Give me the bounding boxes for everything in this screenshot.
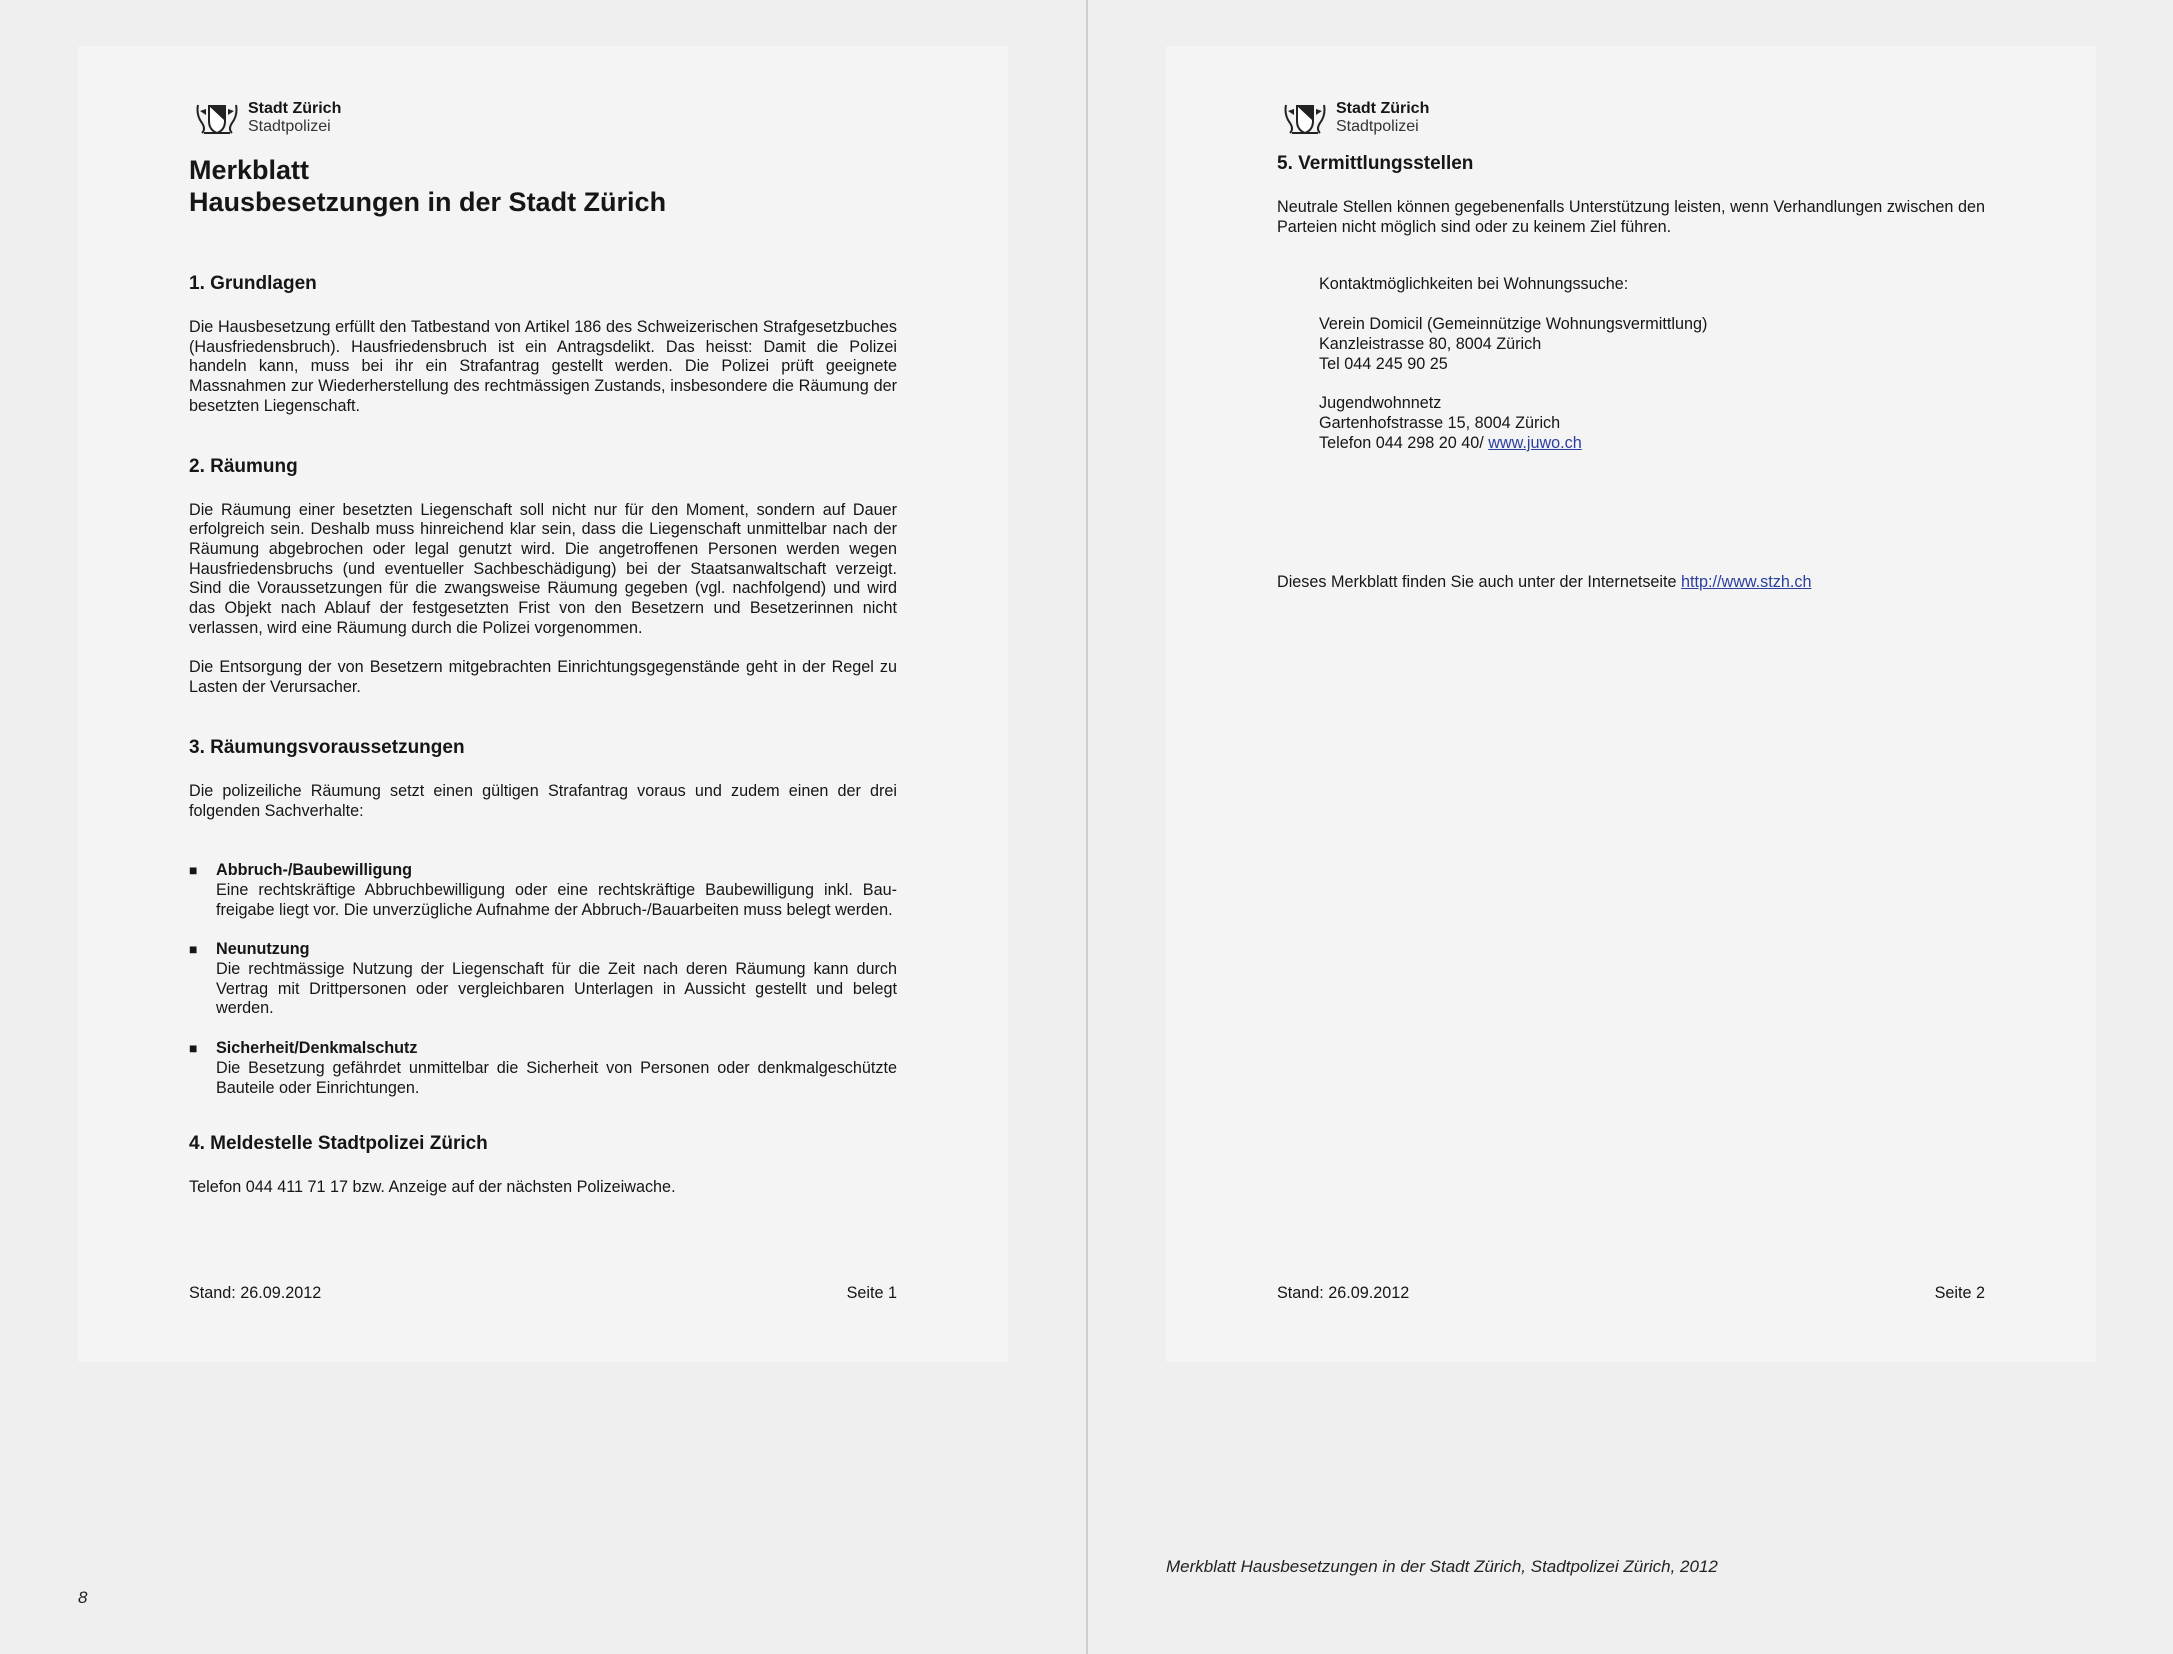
- section-heading-vermittlungsstellen: 5. Vermittlungsstellen: [1277, 153, 1474, 174]
- logo-city-name: Stadt Zürich: [1336, 100, 1430, 117]
- footer-date: Stand: 26.09.2012: [1277, 1284, 1410, 1302]
- contact-block: [1319, 275, 1985, 453]
- bullet-square-icon: ■: [189, 1040, 198, 1057]
- document-page-1: [78, 46, 1008, 1362]
- page-footer: [1277, 1284, 1985, 1303]
- section-heading-raeumung: 2. Räumung: [189, 455, 298, 477]
- list-item-text: Die Besetzung gefährdet unmittelbar die Sicherheit von Personen oder denkmalgeschützte Bauteile oder Einrichtungen.: [216, 1058, 897, 1097]
- logo-department: Stadtpolizei: [1336, 118, 1419, 135]
- book-page-number: 8: [78, 1588, 88, 1607]
- logo-department: Stadtpolizei: [248, 118, 331, 135]
- section-heading-meldestelle: 4. Meldestelle Stadtpolizei Zürich: [189, 1133, 488, 1155]
- spread-divider: [1086, 0, 1088, 1654]
- section-heading-voraussetzungen: 3. Räumungsvoraussetzungen: [189, 736, 465, 758]
- section-text-raeumung-2: Die Entsorgung der von Besetzern mitgebrachten Einrichtungsgegenstände geht in der Regel zu Lasten der Verursacher.: [189, 658, 897, 697]
- list-item-text: Die rechtmässige Nutzung der Liegenschaft für die Zeit nach deren Räumung kann durch Vertrag mit Drittpersonen oder vergleichbaren Unterlagen in Aussicht gestellt und belegt werden.: [216, 960, 897, 1018]
- contact-intro: Kontaktmöglichkeiten bei Wohnungssuche:: [1319, 275, 1629, 294]
- contact-address: Gartenhofstrasse 15, 8004 Zürich: [1319, 413, 1561, 432]
- bullet-square-icon: ■: [189, 862, 198, 879]
- bullet-square-icon: ■: [189, 941, 198, 958]
- stzh-link[interactable]: http://www.stzh.ch: [1681, 573, 1812, 592]
- title-line-2: Hausbesetzungen in der Stadt Zürich: [189, 187, 667, 217]
- section-heading-grundlagen: 1. Grundlagen: [189, 273, 317, 294]
- footer-page-number: Seite 2: [1934, 1284, 1985, 1302]
- section-text-voraussetzungen: Die polizeiliche Räumung setzt einen gültigen Strafantrag voraus und zudem einen der drei folgenden Sachverhalte:: [189, 781, 897, 820]
- list-item: [189, 861, 897, 920]
- zurich-crest-icon: [194, 101, 240, 135]
- title-line-1: Merkblatt: [189, 155, 310, 185]
- list-item-title: Sicherheit/Denkmalschutz: [216, 1039, 418, 1058]
- juwo-link[interactable]: www.juwo.ch: [1488, 433, 1582, 452]
- zurich-crest-icon: [1282, 101, 1328, 135]
- section-text-raeumung-1: Die Räumung einer besetzten Liegenschaft soll nicht nur für den Moment, sondern auf Dauer erfolgreich sein. Deshalb muss hinreichend klar sein, dass die Liegenschaft unmittelbar nach der Räumung abgebrochen oder legal genutzt wird. Die angetroffenen Personen werden wegen Hausfriedensbruchs (und eventueller Sachbeschädigung) bei der Staatsanwaltschaft verzeigt. Sind die Voraussetzungen für die zwangsweise Räumung gegeben (vgl. nachfolgend) und wird das Objekt nach Ablauf der festgesetzten Frist von den Besetzern und Besetzerinnen nicht verlassen, wird eine Räumung durch die Polizei vorgenommen.: [189, 500, 897, 637]
- list-item-text: Eine rechtskräftige Abbruchbewilligung oder eine rechtskräftige Baubewilligung inkl. Baufreigabe liegt vor. Die unverzügliche Aufnahme der Abbruch-/Bauarbeiten muss belegt werden.: [216, 880, 897, 919]
- contact-phone: Telefon 044 298 20 40/: [1319, 433, 1489, 452]
- list-item: [189, 940, 897, 1019]
- footer-date: Stand: 26.09.2012: [189, 1284, 322, 1302]
- document-page-2: [1166, 46, 2096, 1362]
- website-note: [1277, 573, 1985, 593]
- city-logo: [194, 98, 897, 138]
- section-text-vermittlungsstellen: Neutrale Stellen können gegebenenfalls Unterstützung leisten, wenn Verhandlungen zwischen den Parteien nicht möglich sind oder zu keinem Ziel führen.: [1277, 198, 1985, 236]
- contact-phone: Tel 044 245 90 25: [1319, 354, 1448, 373]
- footer-page-number: Seite 1: [846, 1284, 897, 1302]
- requirements-list: [189, 861, 897, 1098]
- page-footer: [189, 1284, 897, 1303]
- city-logo: [1282, 98, 1985, 138]
- section-text-meldestelle: Telefon 044 411 71 17 bzw. Anzeige auf der nächsten Polizeiwache.: [189, 1178, 676, 1197]
- contact-phone-line: [1319, 434, 1985, 454]
- list-item-title: Neunutzung: [216, 940, 310, 959]
- list-item-title: Abbruch-/Baubewilligung: [216, 861, 413, 880]
- contact-org-name: Verein Domicil (Gemeinnützige Wohnungsvermittlung): [1319, 315, 1708, 334]
- spread-caption: Merkblatt Hausbesetzungen in der Stadt Zürich, Stadtpolizei Zürich, 2012: [1166, 1557, 1718, 1576]
- contact-jugendwohnnetz: [1319, 394, 1985, 453]
- contact-domicil: [1319, 315, 1985, 374]
- contact-org-name: Jugendwohnnetz: [1319, 394, 1442, 413]
- section-text-grundlagen: Die Hausbesetzung erfüllt den Tatbestand von Artikel 186 des Schweizerischen Strafgesetzbuches (Hausfriedensbruch). Hausfriedensbruch ist ein Antragsdelikt. Das heisst: Damit die Polizei handeln kann, muss bei ihr ein Strafantrag gestellt werden. Die Polizei prüft geeignete Massnahmen zur Wiederherstellung des rechtmässigen Zustands, insbesondere die Räumung der besetzten Liegenschaft.: [189, 318, 897, 415]
- list-item: [189, 1039, 897, 1098]
- website-note-text: Dieses Merkblatt finden Sie auch unter der Internetseite: [1277, 573, 1682, 592]
- document-title: [189, 154, 897, 218]
- contact-address: Kanzleistrasse 80, 8004 Zürich: [1319, 334, 1542, 353]
- logo-city-name: Stadt Zürich: [248, 100, 342, 117]
